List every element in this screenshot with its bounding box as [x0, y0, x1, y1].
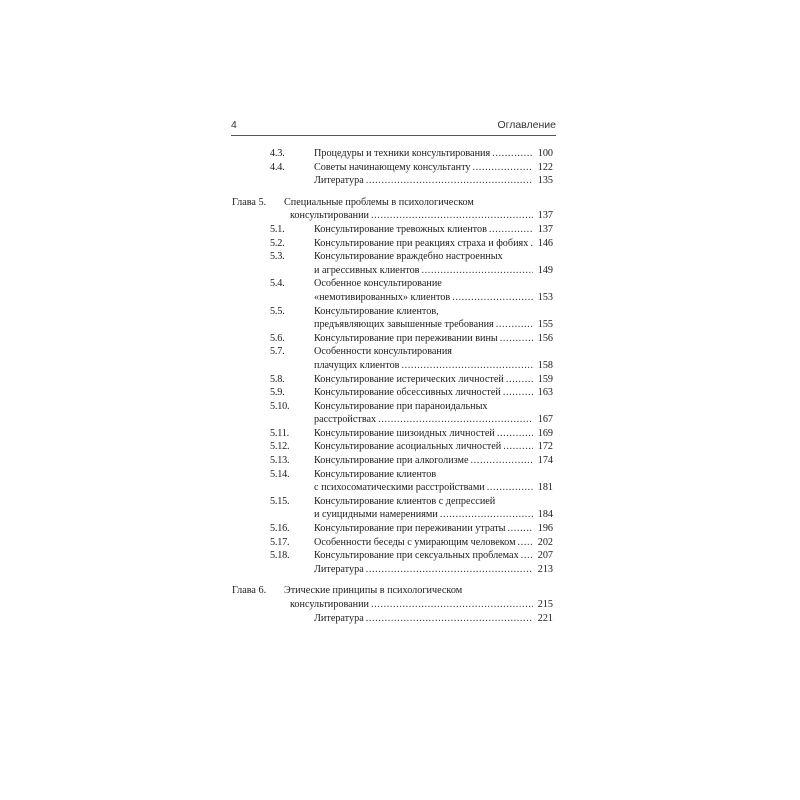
- toc-page-number: 100: [537, 148, 553, 159]
- toc-line: [232, 345, 553, 359]
- toc-title: и суицидными намерениями: [314, 509, 438, 521]
- toc-page-number: 137: [537, 223, 553, 235]
- toc-entry: [232, 454, 553, 468]
- toc-number: 4.4.: [270, 161, 285, 173]
- toc-line: [232, 223, 553, 237]
- toc-title: Консультирование тревожных клиентов: [314, 223, 487, 235]
- toc-line: [232, 196, 553, 210]
- toc-number: 5.16.: [270, 523, 290, 535]
- toc-title: Консультирование при параноидальных: [314, 400, 488, 412]
- toc-title: Литература: [314, 175, 364, 187]
- toc-title: Консультирование при реакциях страха и фобиях: [314, 237, 529, 249]
- dot-leader: [369, 209, 533, 223]
- dot-leader: [469, 454, 533, 468]
- dot-leader: [494, 318, 533, 332]
- toc-number: 5.4.: [270, 278, 285, 290]
- dot-leader: [485, 481, 533, 495]
- toc-title: Консультирование шизоидных личностей: [314, 427, 495, 439]
- dot-leader: [420, 264, 534, 278]
- dot-leader: [487, 223, 533, 237]
- toc-line: [232, 413, 553, 427]
- toc-line: [232, 332, 553, 346]
- toc-entry: [232, 147, 553, 161]
- dot-leader: [528, 237, 533, 251]
- toc-page-number: 149: [537, 264, 553, 276]
- toc-title: Консультирование при алкоголизме: [314, 455, 469, 467]
- toc-number: 5.13.: [270, 455, 290, 467]
- table-of-contents: [232, 147, 553, 625]
- toc-title: с психосоматическими расстройствами: [314, 482, 485, 494]
- toc-title: Специальные проблемы в психологическом: [284, 196, 474, 208]
- toc-entry: [232, 386, 553, 400]
- toc-page-number: 167: [537, 414, 553, 426]
- toc-number: 5.1.: [270, 223, 285, 235]
- toc-page-number: 169: [537, 427, 553, 439]
- toc-entry: [232, 495, 553, 522]
- toc-page-number: 137: [537, 210, 553, 222]
- dot-leader: [438, 508, 533, 522]
- toc-line: [232, 481, 553, 495]
- toc-title: Консультирование при сексуальных проблемах: [314, 550, 519, 562]
- toc-number: 5.5.: [270, 305, 285, 317]
- toc-page-number: 215: [537, 599, 553, 610]
- toc-entry: [232, 440, 553, 454]
- toc-page-number: 158: [537, 359, 553, 371]
- dot-leader: [399, 359, 533, 373]
- toc-number: [270, 174, 314, 188]
- dot-leader: [364, 174, 533, 188]
- toc-line: [232, 264, 553, 278]
- toc-entry: [232, 345, 553, 372]
- toc-line: [232, 427, 553, 441]
- toc-entry: [232, 332, 553, 346]
- dot-leader: [519, 549, 533, 563]
- toc-entry: [232, 305, 553, 332]
- toc-page-number: 146: [537, 237, 553, 249]
- toc-title: расстройствах: [314, 414, 377, 426]
- toc-entry: [232, 237, 553, 251]
- toc-line: [232, 305, 553, 319]
- toc-line: [232, 563, 553, 577]
- toc-title: и агрессивных клиентов: [314, 264, 420, 276]
- toc-line: [232, 147, 553, 161]
- toc-page-number: 122: [537, 161, 553, 173]
- toc-title: консультировании: [290, 210, 369, 222]
- toc-line: [232, 536, 553, 550]
- running-title: Оглавление: [497, 119, 556, 131]
- dot-leader: [490, 147, 533, 161]
- toc-title: Консультирование клиентов: [314, 468, 437, 480]
- toc-line: [232, 612, 553, 626]
- dot-leader: [501, 386, 533, 400]
- toc-title: консультировании: [290, 599, 369, 610]
- toc-page-number: 156: [537, 332, 553, 344]
- toc-line: [232, 598, 553, 612]
- toc-number: 5.12.: [270, 441, 290, 453]
- toc-entry: [232, 373, 553, 387]
- toc-line: [232, 359, 553, 373]
- toc-page-number: 184: [537, 509, 553, 521]
- dot-leader: [498, 332, 533, 346]
- toc-page-number: 174: [537, 455, 553, 467]
- dot-leader: [364, 563, 533, 577]
- toc-number: Глава 6.: [232, 585, 267, 597]
- toc-title: Литература: [314, 612, 364, 624]
- toc-line: [232, 454, 553, 468]
- toc-title: Консультирование при переживании утраты: [314, 523, 506, 535]
- toc-line: [232, 250, 553, 264]
- toc-page-number: 202: [537, 536, 553, 548]
- toc-title: Этические принципы в психологическом: [284, 585, 463, 597]
- toc-number: 5.10.: [270, 400, 290, 412]
- toc-title: Консультирование клиентов с депрессией: [314, 495, 496, 507]
- toc-entry: [232, 161, 553, 175]
- toc-entry: [232, 250, 553, 277]
- toc-line: [232, 440, 553, 454]
- dot-leader: [369, 598, 533, 612]
- toc-entry: [232, 549, 553, 563]
- toc-number: 5.3.: [270, 251, 285, 263]
- toc-page-number: 153: [537, 291, 553, 303]
- toc-line: [232, 468, 553, 482]
- toc-number: 4.3.: [270, 148, 285, 159]
- toc-title: Консультирование обсессивных личностей: [314, 387, 501, 399]
- dot-leader: [450, 291, 533, 305]
- toc-title: плачущих клиентов: [314, 359, 400, 371]
- running-header: [231, 119, 556, 135]
- toc-page-number: 135: [537, 175, 553, 187]
- toc-title: Консультирование клиентов,: [314, 305, 439, 317]
- toc-line: [232, 495, 553, 509]
- toc-line: [232, 291, 553, 305]
- header-rule: [231, 135, 556, 136]
- toc-chapter: [232, 196, 553, 223]
- toc-page-number: 172: [537, 441, 553, 453]
- toc-page-number: 196: [537, 523, 553, 535]
- toc-number: 5.6.: [270, 332, 285, 344]
- toc-line: [232, 174, 553, 188]
- toc-page-number: 159: [537, 373, 553, 385]
- dot-leader: [376, 413, 533, 427]
- toc-title: Консультирование при переживании вины: [314, 332, 498, 344]
- toc-page-number: 163: [537, 387, 553, 399]
- toc-line: [232, 508, 553, 522]
- toc-title: Особенности беседы с умирающим человеком: [314, 536, 516, 548]
- toc-line: [232, 549, 553, 563]
- toc-number: [270, 563, 314, 577]
- toc-title: Консультирование истерических личностей: [314, 373, 504, 385]
- dot-leader: [364, 612, 533, 626]
- toc-number: [270, 612, 314, 626]
- toc-number: 5.9.: [270, 387, 285, 399]
- toc-entry: [232, 223, 553, 237]
- toc-line: [232, 400, 553, 414]
- toc-entry: [232, 522, 553, 536]
- toc-line: [232, 277, 553, 291]
- toc-title: Литература: [314, 563, 364, 575]
- toc-chapter: [232, 584, 553, 611]
- toc-title: Консультирование враждебно настроенных: [314, 251, 503, 263]
- toc-title: Процедуры и техники консультирования: [314, 148, 491, 159]
- toc-number: 5.14.: [270, 468, 290, 480]
- toc-entry: [232, 427, 553, 441]
- toc-entry: [232, 400, 553, 427]
- dot-leader: [495, 427, 533, 441]
- toc-page-number: 155: [537, 319, 553, 331]
- toc-line: [232, 373, 553, 387]
- toc-line: [232, 209, 553, 223]
- dot-leader: [516, 536, 533, 550]
- toc-number: 5.11.: [270, 427, 289, 439]
- toc-entry: [232, 612, 553, 626]
- toc-entry: [232, 468, 553, 495]
- toc-number: Глава 5.: [232, 196, 267, 208]
- toc-entry: [232, 277, 553, 304]
- toc-title: Особенное консультирование: [314, 278, 442, 290]
- toc-number: 5.7.: [270, 346, 285, 358]
- dot-leader: [471, 161, 534, 175]
- dot-leader: [506, 522, 533, 536]
- toc-number: 5.17.: [270, 536, 290, 548]
- toc-line: [232, 237, 553, 251]
- toc-entry: [232, 174, 553, 188]
- toc-number: 5.8.: [270, 373, 285, 385]
- toc-number: 5.15.: [270, 495, 290, 507]
- dot-leader: [504, 373, 533, 387]
- toc-number: 5.18.: [270, 550, 290, 562]
- toc-line: [232, 522, 553, 536]
- dot-leader: [501, 440, 533, 454]
- page-number: 4: [231, 119, 237, 131]
- toc-line: [232, 318, 553, 332]
- toc-title: Советы начинающему консультанту: [314, 161, 471, 173]
- toc-entry: [232, 536, 553, 550]
- toc-entry: [232, 563, 553, 577]
- toc-title: «немотивированных» клиентов: [314, 291, 451, 303]
- toc-title: Консультирование асоциальных личностей: [314, 441, 502, 453]
- toc-number: 5.2.: [270, 237, 285, 249]
- toc-page-number: 207: [537, 550, 553, 562]
- toc-page-number: 181: [537, 482, 553, 494]
- toc-page-number: 213: [537, 563, 553, 575]
- toc-title: Особенности консультирования: [314, 346, 452, 358]
- toc-title: предъявляющих завышенные требования: [314, 319, 494, 331]
- toc-line: [232, 386, 553, 400]
- toc-page-number: 221: [537, 612, 553, 624]
- toc-line: [232, 584, 553, 598]
- toc-line: [232, 161, 553, 175]
